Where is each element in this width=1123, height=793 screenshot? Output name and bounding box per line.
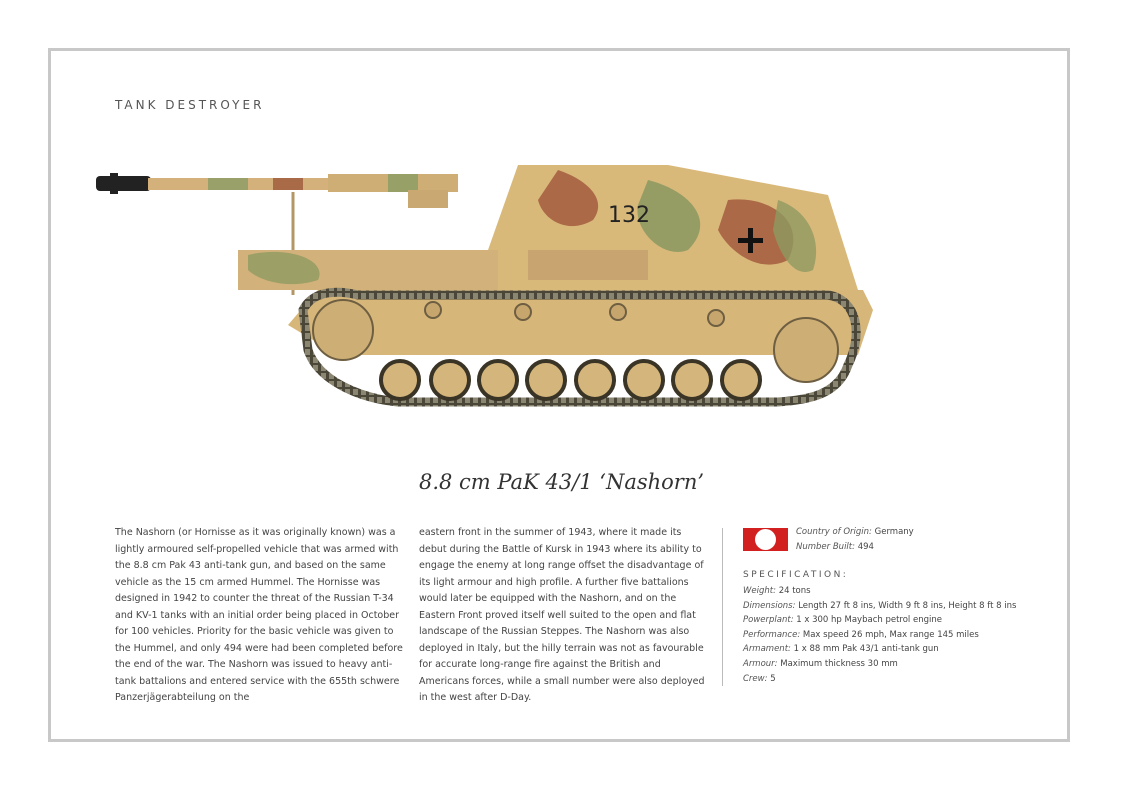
flag-icon bbox=[743, 528, 788, 551]
spec-row: Performance: Max speed 26 mph, Max range 145 miles bbox=[743, 629, 979, 640]
category-label: TANK DESTROYER bbox=[115, 98, 265, 112]
country-label: Country of Origin: bbox=[796, 527, 872, 537]
road-wheels bbox=[381, 361, 760, 399]
spec-row: Crew: 5 bbox=[743, 673, 776, 684]
hull-number: 132 bbox=[608, 203, 650, 228]
spec-row: Armament: 1 x 88 mm Pak 43/1 anti-tank gun bbox=[743, 644, 939, 655]
spec-row: Dimensions: Length 27 ft 8 ins, Width 9 ft 8 ins, Height 8 ft 8 ins bbox=[743, 600, 1017, 611]
description-column-2: eastern front in the summer of 1943, where it made its debut during the Battle of Kursk in 1943 where its ability to engage the enemy at long range offset the disadvantage of its light armour and high profile. A further five battalions would later be equipped with the Nashorn, and on the Eastern Front proved itself well suited to the open and flat landscape of the Russian Steppes. The Nashorn was also deployed in Italy, but the hilly terrain was not as favourable for accurate long-range fire against the British and Americans forces, while a small number were also deployed in the west after D-Day. bbox=[419, 527, 705, 703]
idler-wheel bbox=[774, 318, 838, 382]
built-value: 494 bbox=[857, 541, 874, 552]
description-column-1: The Nashorn (or Hornisse as it was originally known) was a lightly armoured self-propelled vehicle that was armed with the 8.8 cm Pak 43 anti-tank gun, and based on the same vehicle as the 15 cm armed Hummel. The Hornisse was designed in 1942 to counter the threat of the Russian T-34 and KV-1 tanks with an initial order being placed in October for 100 vehicles. Priority for the basic vehicle was given to the Hummel, and only 494 were had been completed before the end of the war. The Nashorn was issued to heavy anti-tank battalions and entered service with the 655th schwere Panzerjägerabteilung on the bbox=[115, 527, 403, 703]
column-divider bbox=[722, 528, 723, 686]
vehicle-title: 8.8 cm PaK 43/1 ‘Nashorn’ bbox=[418, 470, 705, 494]
origin-info bbox=[796, 525, 914, 554]
spec-row: Weight: 24 tons bbox=[743, 586, 811, 596]
spec-row: Armour: Maximum thickness 30 mm bbox=[743, 658, 898, 669]
specification-title: SPECIFICATION: bbox=[743, 570, 849, 580]
country-value: Germany bbox=[874, 527, 914, 537]
drive-sprocket bbox=[313, 300, 373, 360]
specification-list bbox=[743, 584, 1073, 686]
built-label: Number Built: bbox=[796, 541, 855, 552]
tank-illustration bbox=[88, 140, 888, 415]
spec-row: Powerplant: 1 x 300 hp Maybach petrol engine bbox=[743, 615, 942, 626]
